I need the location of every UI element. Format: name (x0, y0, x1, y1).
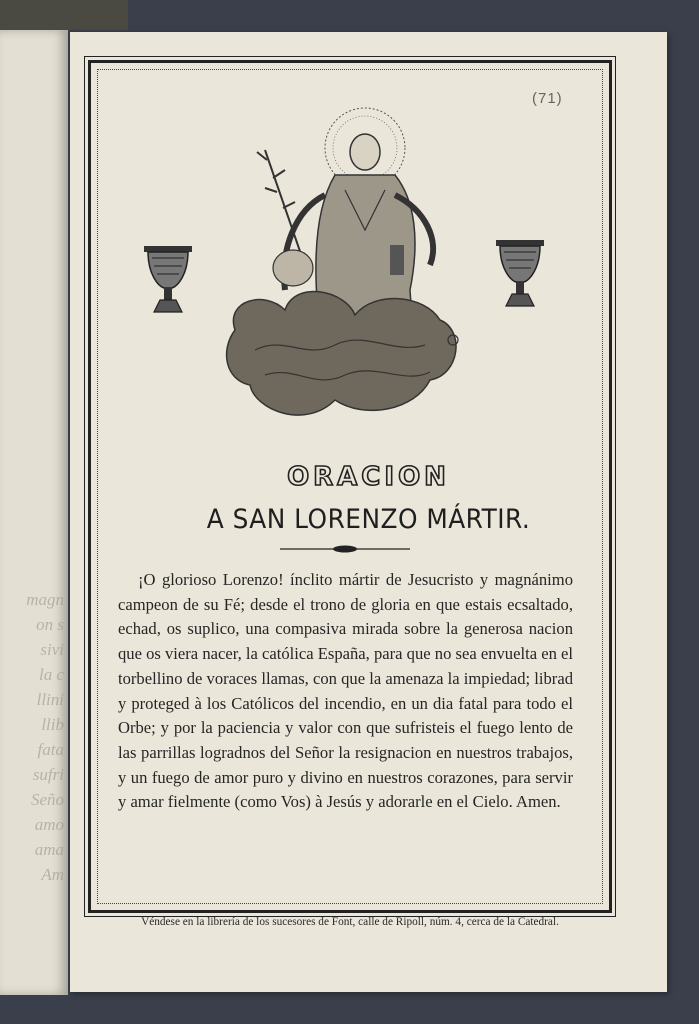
title-oracion: ORACION (287, 462, 450, 492)
publisher-footer: Véndese en la librería de los sucesores de Font, calle de Ripoll, núm. 4, cerca de la Catedral. (141, 916, 559, 928)
urn-left-icon (142, 244, 194, 316)
title-saint-name: A SAN LORENZO MÁRTIR. (206, 504, 531, 535)
urn-right-icon (494, 238, 546, 310)
ghost-text: llini (36, 690, 64, 709)
ghost-text: sufri (32, 765, 64, 784)
ghost-text: fata (37, 740, 64, 759)
ghost-text: amo (34, 815, 64, 834)
ghost-text: on s (36, 615, 64, 634)
scan-edge-strip (0, 0, 128, 30)
ghost-text: ama (34, 840, 64, 859)
ornament-divider-icon (280, 544, 410, 554)
ghost-text: llib (41, 715, 64, 734)
facing-page (0, 30, 68, 995)
ghost-text: sivi (40, 640, 64, 659)
prayer-text: ¡O glorioso Lorenzo! ínclito mártir de Jesucristo y magnánimo campeon de su Fé; desde el trono de gloria en que estais ecsaltado, echad, os suplico, una compasiva mirada sobre la generosa nacion que os viera nacer, la católica España, para que no sea envuelta en el torbellino de voraces llamas, con que la amenaza la impiedad; librad y proteged à los Católicos del incendio, en un dia fatal para todo el Orbe; y por la paciencia y valor con que sufristeis el fuego lento de las parrillas logradnos del Señor la resignacion en nuestros trabajos, y un fuego de amor puro y divino en nuestros corazones, para servir y amar fielmente (como Vos) à Jesús y adorarle en el Cielo. Amen. (118, 570, 573, 812)
ghost-text: la c (38, 665, 64, 684)
ghost-text: Am (41, 865, 64, 884)
ghost-text: magn (26, 590, 64, 609)
document-page (70, 32, 667, 992)
page-number: (71) (532, 90, 563, 107)
saint-lawrence-engraving (225, 100, 465, 440)
ghost-text: Seño (30, 790, 64, 809)
